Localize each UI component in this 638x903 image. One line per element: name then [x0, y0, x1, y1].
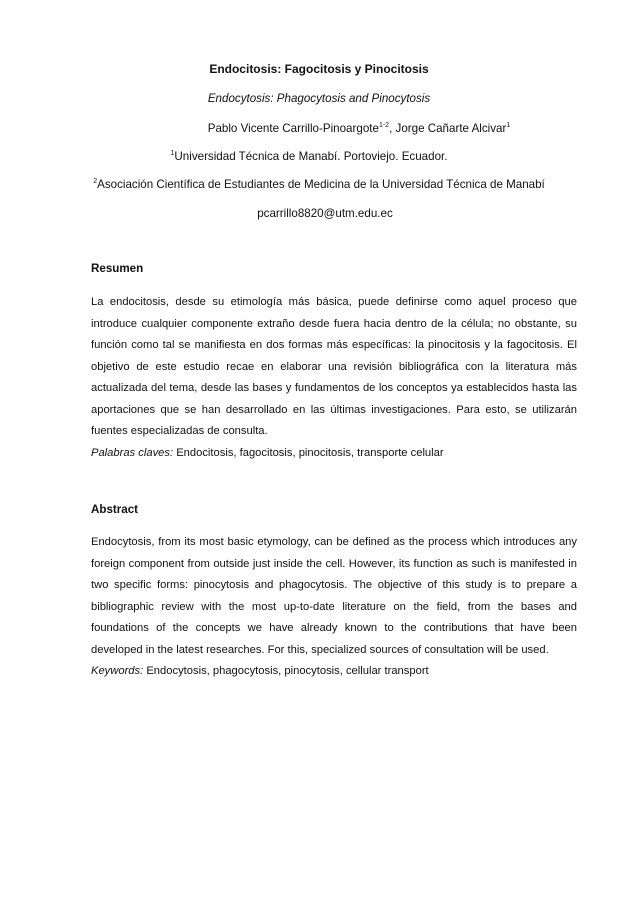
resumen-body: La endocitosis, desde su etimología más básica, puede definirse como aquel proceso que introduce cualquier componente extraño desde fuera hacia dentro de la célula; no obstante, su función como tal se manifiesta en dos formas más específicas: la pinocitosis y la fagocitosis. El objetivo de este estudio recae en elaborar una revisión bibliográfica con la literatura más actualizada del tema, desde las bases y fundamentos de los conceptos ya establecidos hasta las aportaciones que se han desarrollado en las últimas investigaciones. Para esto, se utilizarán fuentes especializadas de consulta.	[91, 296, 577, 437]
keywords-text: Endocytosis, phagocytosis, pinocytosis, cellular transport	[143, 665, 429, 677]
paper-subtitle: Endocytosis: Phagocytosis and Pinocytosis	[207, 92, 431, 105]
affiliation-mark: 2	[93, 178, 98, 185]
affiliation-mark: 1	[170, 150, 175, 157]
keywords-text: Endocitosis, fagocitosis, pinocitosis, transporte celular	[173, 447, 444, 459]
affiliation-text: Asociación Científica de Estudiantes de Medicina de la Universidad Técnica de Manabí	[97, 178, 545, 191]
author-name: Jorge Cañarte Alcivar	[395, 122, 507, 135]
abstract-body: Endocytosis, from its most basic etymology, can be defined as the process which introduces any foreign component from outside just inside the cell. However, its function as such is manifested in two specific forms: pinocytosis and phagocytosis. The objective of this study is to prepare a bibliographic review with the most up-to-date literature on the field, from the bases and foundations of the concepts we have already known to the contributions that have been developed in the latest researches. For this, specialized sources of consultation will be used.	[91, 536, 577, 656]
author-list	[40, 122, 638, 136]
contact-email[interactable]: pcarrillo8820@utm.edu.ec	[257, 207, 393, 220]
affiliation-text: Universidad Técnica de Manabí. Portoviejo. Ecuador.	[174, 150, 448, 163]
paper-title: Endocitosis: Fagocitosis y Pinocitosis	[209, 62, 429, 76]
author-separator: ,	[389, 122, 396, 135]
palabras-claves	[91, 446, 577, 460]
keywords	[91, 664, 577, 678]
keywords-label: Keywords:	[91, 665, 144, 677]
author-affiliation-mark: 1	[506, 122, 511, 129]
keywords-label: Palabras claves:	[91, 447, 174, 459]
abstract-heading: Abstract	[91, 503, 139, 516]
resumen-heading: Resumen	[91, 262, 144, 275]
author-affiliation-mark: 1-2	[378, 122, 390, 129]
affiliation-2	[0, 178, 638, 192]
affiliation-1	[0, 150, 628, 164]
author-name: Pablo Vicente Carrillo-Pinoargote	[207, 122, 379, 135]
